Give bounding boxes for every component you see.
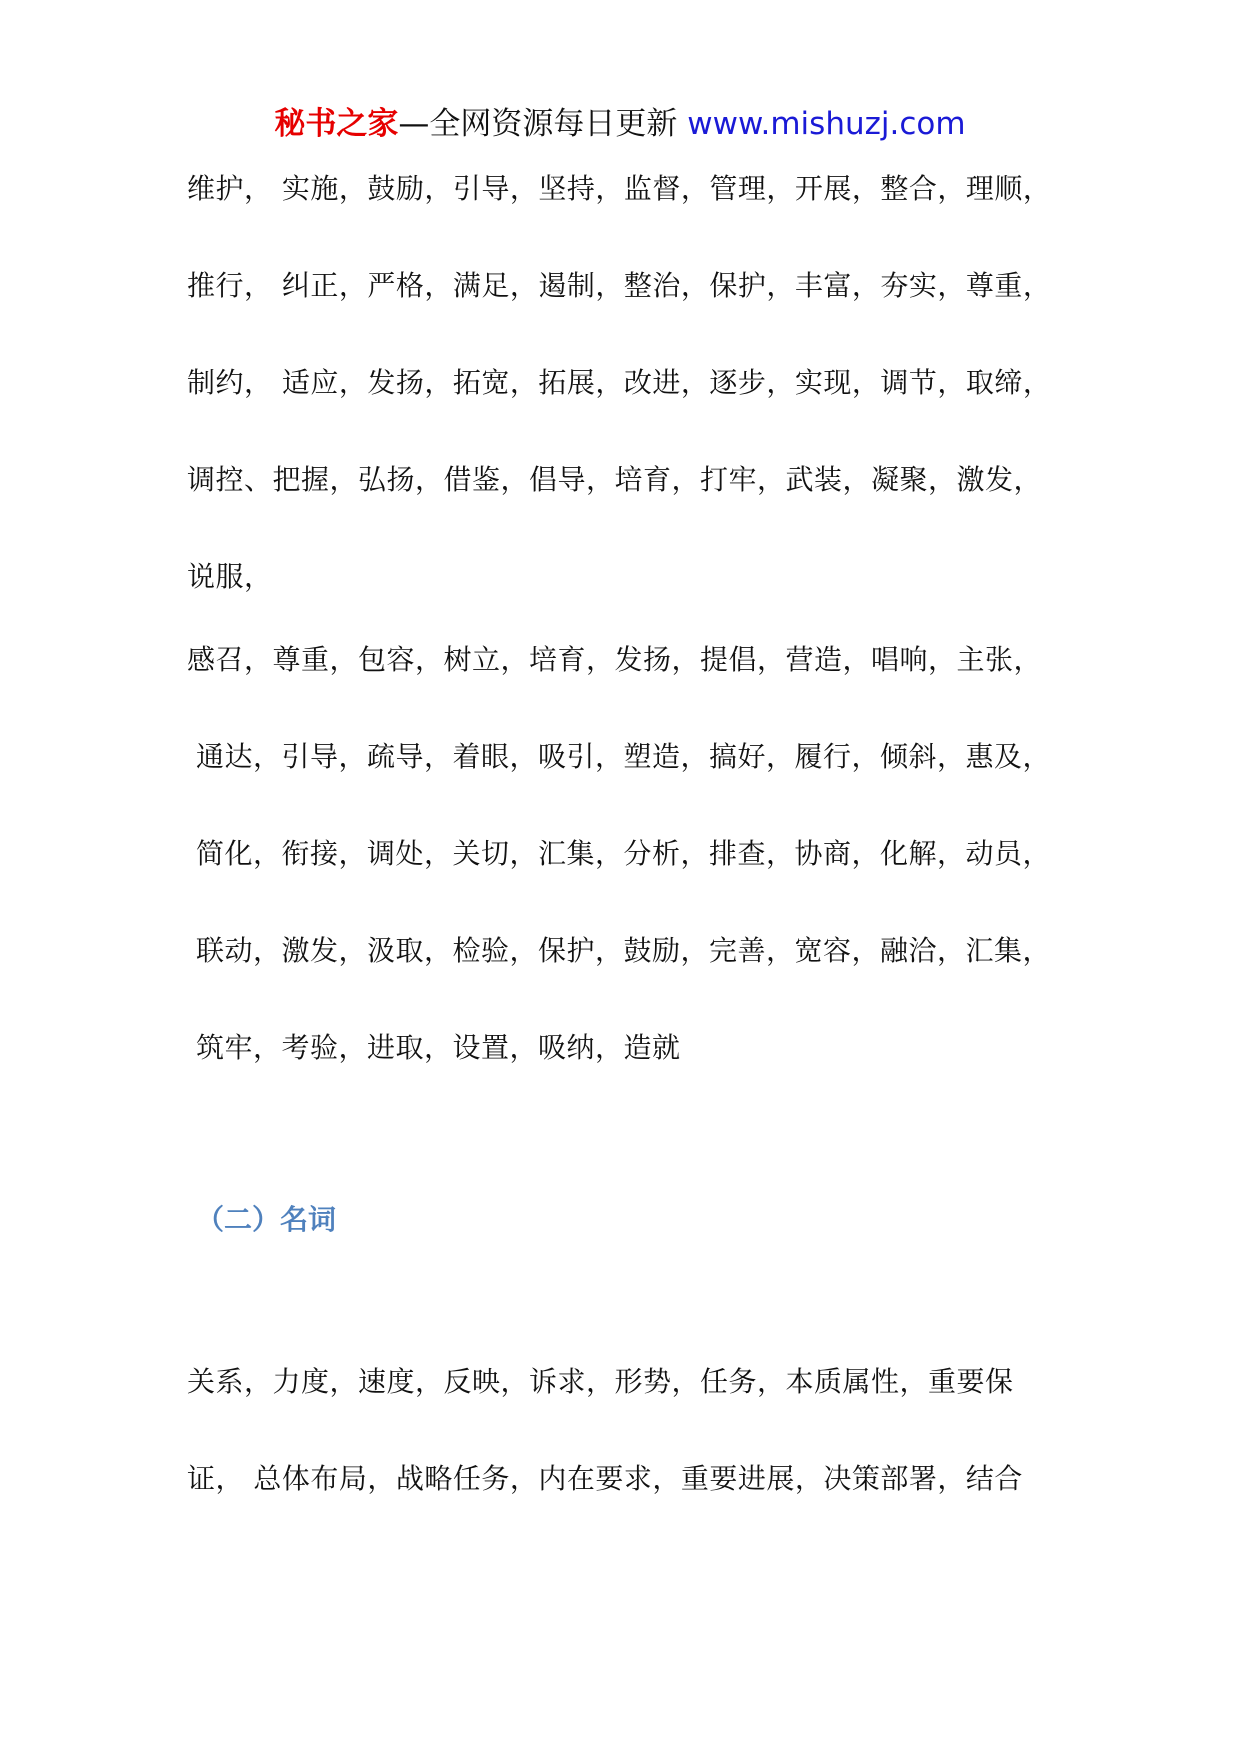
verb-line-2: 推行， 纠正，严格，满足，遏制，整治，保护，丰富，夯实，尊重， [187, 269, 1052, 302]
verb-line-9: 联动，激发，汲取，检验，保护，鼓励，完善，宽容，融洽，汇集， [196, 934, 1052, 967]
section-heading-nouns: （二）名词 [196, 1203, 337, 1236]
verb-line-8: 简化，衔接，调处，关切，汇集，分析，排查，协商，化解，动员， [196, 837, 1052, 870]
verb-line-4: 调控、把握，弘扬，借鉴，倡导，培育，打牢，武装，凝聚，激发， [187, 463, 1043, 496]
header-tagline: —全网资源每日更新 [398, 106, 688, 142]
page-header [0, 102, 1240, 146]
verb-line-7: 通达，引导，疏导，着眼，吸引，塑造，搞好，履行，倾斜，惠及， [196, 740, 1052, 773]
verb-line-1: 维护， 实施，鼓励，引导，坚持，监督，管理，开展，整合，理顺， [187, 172, 1052, 205]
verb-line-5: 说服， [187, 560, 273, 593]
noun-line-2: 证， 总体布局，战略任务，内在要求，重要进展，决策部署，结合 [187, 1462, 1023, 1495]
verb-line-3: 制约， 适应，发扬，拓宽，拓展，改进，逐步，实现，调节，取缔， [187, 366, 1052, 399]
verb-line-6: 感召，尊重，包容，树立，培育，发扬，提倡，营造，唱响，主张， [187, 643, 1043, 676]
brand-name: 秘书之家 [274, 106, 399, 142]
noun-line-1: 关系，力度，速度，反映，诉求，形势，任务，本质属性，重要保 [187, 1365, 1014, 1398]
website-link[interactable]: www.mishuzj.com [687, 106, 966, 142]
verb-line-10: 筑牢，考验，进取，设置，吸纳，造就 [196, 1031, 681, 1064]
